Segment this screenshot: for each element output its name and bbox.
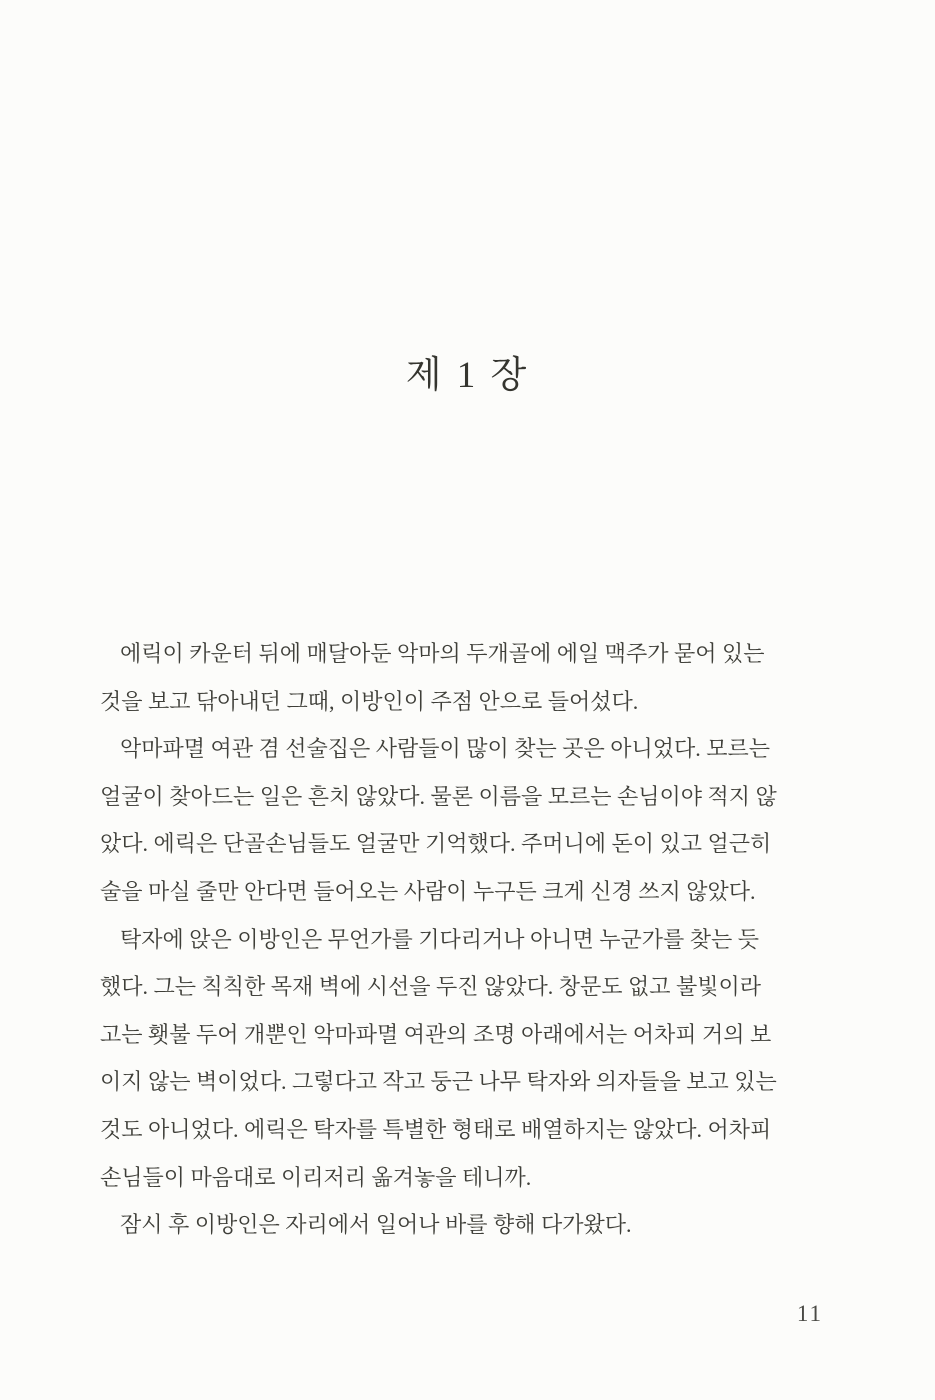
chapter-title: 제 1 장	[405, 355, 530, 396]
body-text	[100, 630, 818, 1249]
text-line: 손님들이 마음대로 이리저리 옮겨놓을 테니까.	[100, 1164, 532, 1190]
text-line: 얼굴이 찾아드는 일은 흔치 않았다. 물론 이름을 모르는 손님이야 적지 않	[100, 783, 777, 809]
text-line: 것도 아니었다. 에릭은 탁자를 특별한 형태로 배열하지는 않았다. 어차피	[100, 1116, 772, 1142]
text-line: 탁자에 앉은 이방인은 무언가를 기다리거나 아니면 누군가를 찾는 듯	[120, 926, 760, 952]
text-line: 했다. 그는 칙칙한 목재 벽에 시선을 두진 않았다. 창문도 없고 불빛이라	[100, 974, 762, 1000]
text-line: 았다. 에릭은 단골손님들도 얼굴만 기억했다. 주머니에 돈이 있고 얼근히	[100, 831, 772, 857]
text-line: 고는 횃불 두어 개뿐인 악마파멸 여관의 조명 아래에서는 어차피 거의 보	[100, 1021, 772, 1047]
text-line: 것을 보고 닦아내던 그때, 이방인이 주점 안으로 들어섰다.	[100, 688, 639, 714]
text-line: 악마파멸 여관 겸 선술집은 사람들이 많이 찾는 곳은 아니었다. 모르는	[120, 736, 771, 762]
text-line: 이지 않는 벽이었다. 그렇다고 작고 둥근 나무 탁자와 의자들을 보고 있는	[100, 1069, 777, 1095]
text-line: 에릭이 카운터 뒤에 매달아둔 악마의 두개골에 에일 맥주가 묻어 있는	[120, 641, 765, 666]
text-line: 술을 마실 줄만 안다면 들어오는 사람이 누구든 크게 신경 쓰지 않았다.	[100, 878, 756, 904]
text-line: 잠시 후 이방인은 자리에서 일어나 바를 향해 다가왔다.	[120, 1212, 632, 1238]
page-number: 11	[796, 1301, 823, 1326]
